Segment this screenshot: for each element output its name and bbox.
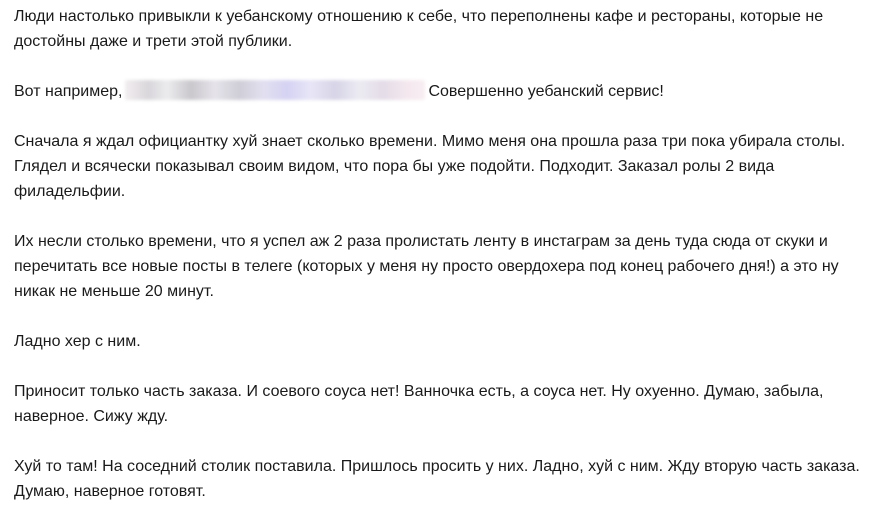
paragraph-1: Люди настолько привыкли к уебанскому отношению к себе, что переполнены кафе и рестораны, которые не достойны даже и трети этой публики. xyxy=(14,8,824,50)
paragraph-7: Хуй то там! На соседний столик поставила. Пришлось просить у них. Ладно, хуй с ним. Жду вторую часть заказа. Думаю, наверное готовят. xyxy=(14,458,860,500)
paragraph-2-tail: Совершенно уебанский сервис! xyxy=(428,83,664,100)
paragraph-5: Ладно хер с ним. xyxy=(14,333,141,350)
post-body xyxy=(14,4,866,529)
paragraph-3: Сначала я ждал официантку хуй знает сколько времени. Мимо меня она прошла раза три пока убирала столы. Глядел и всячески показывал своим видом, что пора бы уже подойти. Подходит. Заказал ролы 2 вида филадельфии. xyxy=(14,133,846,200)
paragraph-2 xyxy=(14,79,866,104)
paragraph-6: Приносит только часть заказа. И соевого соуса нет! Ванночка есть, а соуса нет. Ну охуенно. Думаю, забыла, наверное. Сижу жду. xyxy=(14,383,824,425)
paragraph-4: Их несли столько времени, что я успел аж 2 раза пролистать ленту в инстаграм за день туда сюда от скуки и перечитать все новые посты в телеге (которых у меня ну просто овердохера под конец рабочего дня!) а это ну никак не меньше 20 минут. xyxy=(14,233,839,300)
paragraph-2-lead: Вот например, xyxy=(14,83,123,100)
redacted-name-blur xyxy=(125,80,425,100)
